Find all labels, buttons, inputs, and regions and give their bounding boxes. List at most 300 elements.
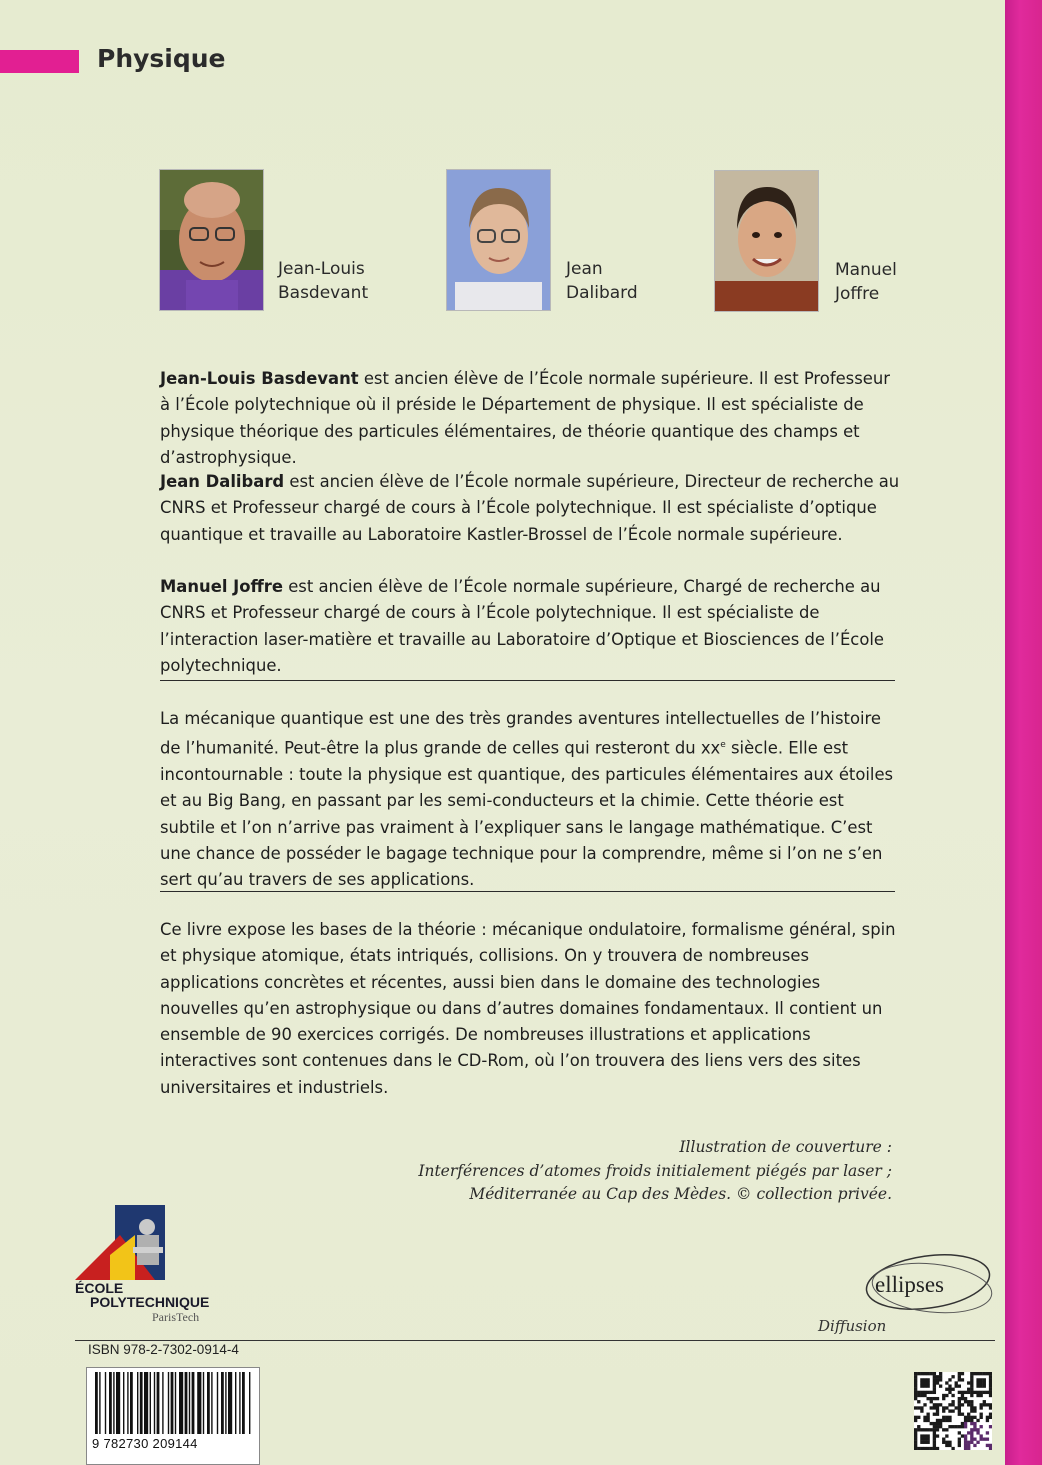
polytechnique-name: ÉCOLE: [75, 1280, 124, 1296]
qr-module: [923, 1391, 926, 1394]
qr-module: [926, 1391, 929, 1394]
qr-module: [970, 1409, 973, 1412]
qr-module: [951, 1375, 954, 1378]
qr-module: [942, 1441, 945, 1444]
qr-module: [964, 1444, 967, 1447]
ellipses-wordmark: ellipses: [875, 1272, 944, 1297]
qr-module: [914, 1397, 917, 1400]
qr-module: [964, 1447, 967, 1450]
qr-module: [926, 1372, 929, 1375]
barcode-bar: [242, 1372, 245, 1434]
qr-module: [945, 1406, 948, 1409]
qr-module: [948, 1409, 951, 1412]
qr-module: [936, 1403, 939, 1406]
qr-module: [936, 1413, 939, 1416]
divider: [160, 891, 895, 892]
qr-module: [967, 1403, 970, 1406]
qr-module: [917, 1416, 920, 1419]
qr-module: [989, 1425, 992, 1428]
qr-module: [980, 1413, 983, 1416]
qr-module: [939, 1419, 942, 1422]
qr-module: [942, 1438, 945, 1441]
superscript: e: [720, 740, 726, 751]
qr-code: [914, 1372, 992, 1450]
qr-module: [967, 1388, 970, 1391]
summary-paragraph: Ce livre expose les bases de la théorie : mécanique ondulatoire, formalisme général, spin et physique atomique, états intriqués, collisions. On y trouvera de nombreuses applications concrètes et récentes, aussi bien dans le domaine des technologies nouvelles qu’en astrophysique ou dans d’autres domaines fondamentaux. Il contient un ensemble de 90 exercices corrigés. De nombreuses illustrations et applications interactives sont contenues dans le CD-Rom, où l’on trouvera des liens vers des sites universitaires et industriels.: [160, 920, 896, 1097]
qr-module: [926, 1413, 929, 1416]
qr-module: [951, 1394, 954, 1397]
qr-module: [914, 1372, 917, 1375]
qr-module: [976, 1419, 979, 1422]
qr-module: [917, 1447, 920, 1450]
author-last-name: Joffre: [835, 284, 880, 304]
barcode-bar: [137, 1372, 138, 1434]
qr-module: [926, 1381, 929, 1384]
barcode-bar: [95, 1372, 98, 1434]
qr-module: [926, 1428, 929, 1431]
cover-illustration-credit: [418, 1136, 892, 1207]
qr-module: [976, 1381, 979, 1384]
qr-module: [980, 1381, 983, 1384]
qr-module: [933, 1413, 936, 1416]
qr-module: [958, 1397, 961, 1400]
qr-module: [964, 1441, 967, 1444]
barcode-bar: [189, 1372, 190, 1434]
qr-module: [920, 1384, 923, 1387]
author-last-name: Dalibard: [566, 283, 638, 303]
qr-module: [973, 1391, 976, 1394]
qr-module: [920, 1409, 923, 1412]
qr-module: [939, 1372, 942, 1375]
barcode-bar: [221, 1372, 224, 1434]
qr-module: [945, 1444, 948, 1447]
qr-module: [942, 1397, 945, 1400]
qr-module: [986, 1403, 989, 1406]
barcode-bar: [192, 1372, 195, 1434]
qr-module: [989, 1388, 992, 1391]
qr-module: [964, 1416, 967, 1419]
qr-module: [948, 1419, 951, 1422]
barcode-bar: [113, 1372, 114, 1434]
qr-module: [923, 1419, 926, 1422]
author-caption-dalibard: [566, 257, 638, 305]
qr-module: [967, 1431, 970, 1434]
bio-name: Jean Dalibard: [160, 472, 285, 491]
qr-module: [914, 1384, 917, 1387]
intro-paragraph: [160, 706, 900, 894]
qr-module: [917, 1428, 920, 1431]
qr-module: [989, 1384, 992, 1387]
qr-module: [970, 1431, 973, 1434]
author-first-name: Manuel: [835, 260, 897, 280]
qr-module: [926, 1447, 929, 1450]
qr-module: [914, 1438, 917, 1441]
qr-module: [958, 1438, 961, 1441]
qr-module: [970, 1384, 973, 1387]
qr-module: [961, 1403, 964, 1406]
qr-module: [983, 1372, 986, 1375]
qr-module: [989, 1403, 992, 1406]
qr-module: [945, 1428, 948, 1431]
barcode-bar: [228, 1372, 232, 1434]
qr-module: [961, 1391, 964, 1394]
qr-module: [948, 1441, 951, 1444]
qr-module: [920, 1428, 923, 1431]
qr-module: [989, 1381, 992, 1384]
qr-module: [989, 1444, 992, 1447]
qr-module: [933, 1403, 936, 1406]
qr-module: [920, 1381, 923, 1384]
qr-module: [923, 1434, 926, 1437]
barcode-bar: [168, 1372, 169, 1434]
qr-module: [958, 1391, 961, 1394]
qr-module: [926, 1441, 929, 1444]
qr-module: [967, 1381, 970, 1384]
barcode-bar: [162, 1372, 163, 1434]
qr-module: [973, 1372, 976, 1375]
qr-module: [989, 1406, 992, 1409]
qr-module: [961, 1434, 964, 1437]
intro-text: siècle. Elle est incontournable : toute la physique est quantique, des particules élémentaires aux étoiles et au Big Bang, en passant par les semi-conducteurs et la chimie. Cette théorie est subtile et l’on n’arrive pas vraiment à l’expliquer sans le langage mathématique. C’est une chance de posséder le bagage technique pour la comprendre, même si l’on ne s’en sert qu’au travers de ses applications.: [160, 738, 894, 890]
magenta-spine: [1005, 0, 1042, 1465]
qr-module: [923, 1416, 926, 1419]
author-caption-joffre: [835, 258, 897, 306]
qr-module: [958, 1409, 961, 1412]
qr-module: [914, 1419, 917, 1422]
qr-module: [986, 1419, 989, 1422]
qr-module: [976, 1428, 979, 1431]
qr-module: [926, 1384, 929, 1387]
qr-module: [980, 1438, 983, 1441]
divider: [75, 1340, 995, 1341]
diffusion-label: Diffusion: [818, 1317, 887, 1335]
bio-joffre: [160, 574, 900, 679]
qr-module: [958, 1375, 961, 1378]
qr-module: [980, 1416, 983, 1419]
qr-module: [964, 1434, 967, 1437]
qr-module: [964, 1425, 967, 1428]
qr-module: [945, 1419, 948, 1422]
qr-module: [955, 1406, 958, 1409]
qr-module: [970, 1428, 973, 1431]
barcode-digits: 9 782730 209144: [92, 1436, 198, 1451]
bio-dalibard: [160, 469, 900, 548]
qr-module: [930, 1428, 933, 1431]
barcode-bars: [87, 1368, 259, 1438]
qr-module: [933, 1406, 936, 1409]
qr-module: [958, 1413, 961, 1416]
author-photo-joffre: [714, 170, 819, 312]
qr-module: [973, 1428, 976, 1431]
qr-module: [964, 1438, 967, 1441]
qr-module: [936, 1422, 939, 1425]
qr-module: [933, 1428, 936, 1431]
qr-module: [914, 1375, 917, 1378]
qr-module: [951, 1425, 954, 1428]
qr-module: [933, 1447, 936, 1450]
qr-module: [989, 1447, 992, 1450]
qr-module: [917, 1394, 920, 1397]
qr-module: [970, 1422, 973, 1425]
qr-module: [917, 1425, 920, 1428]
qr-module: [970, 1406, 973, 1409]
qr-module: [933, 1391, 936, 1394]
qr-module: [958, 1406, 961, 1409]
qr-module: [933, 1375, 936, 1378]
qr-module: [970, 1388, 973, 1391]
section-title: Physique: [97, 44, 226, 73]
barcode-bar: [175, 1372, 176, 1434]
barcode-bar: [140, 1372, 143, 1434]
qr-module: [980, 1406, 983, 1409]
credit-line: Interférences d’atomes froids initialement piégés par laser ;: [418, 1161, 892, 1180]
qr-module: [986, 1438, 989, 1441]
qr-module: [958, 1441, 961, 1444]
qr-module: [983, 1400, 986, 1403]
qr-module: [958, 1384, 961, 1387]
qr-module: [964, 1422, 967, 1425]
paristech-label: ParisTech: [152, 1310, 200, 1324]
qr-module: [923, 1438, 926, 1441]
qr-module: [926, 1438, 929, 1441]
qr-module: [936, 1447, 939, 1450]
qr-module: [967, 1416, 970, 1419]
qr-module: [930, 1372, 933, 1375]
barcode-bar: [144, 1372, 148, 1434]
qr-module: [920, 1447, 923, 1450]
qr-module: [961, 1413, 964, 1416]
qr-module: [973, 1409, 976, 1412]
qr-module: [926, 1378, 929, 1381]
qr-module: [976, 1391, 979, 1394]
qr-module: [914, 1416, 917, 1419]
qr-module: [933, 1378, 936, 1381]
barcode-bar: [197, 1372, 201, 1434]
qr-module: [930, 1447, 933, 1450]
qr-module: [976, 1378, 979, 1381]
qr-module: [936, 1428, 939, 1431]
qr-module: [989, 1416, 992, 1419]
qr-module: [967, 1419, 970, 1422]
qr-module: [980, 1384, 983, 1387]
qr-module: [986, 1416, 989, 1419]
qr-module: [958, 1431, 961, 1434]
qr-module: [914, 1447, 917, 1450]
qr-module: [980, 1394, 983, 1397]
qr-module: [923, 1428, 926, 1431]
qr-module: [933, 1422, 936, 1425]
qr-module: [964, 1400, 967, 1403]
qr-module: [948, 1425, 951, 1428]
qr-module: [936, 1434, 939, 1437]
qr-module: [983, 1378, 986, 1381]
qr-module: [936, 1419, 939, 1422]
qr-module: [989, 1372, 992, 1375]
qr-module: [961, 1422, 964, 1425]
qr-module: [951, 1388, 954, 1391]
qr-module: [958, 1378, 961, 1381]
qr-module: [933, 1444, 936, 1447]
barcode-bar: [157, 1372, 160, 1434]
qr-module: [914, 1444, 917, 1447]
qr-module: [936, 1406, 939, 1409]
qr-module: [930, 1400, 933, 1403]
qr-module: [945, 1441, 948, 1444]
qr-module: [980, 1434, 983, 1437]
qr-module: [920, 1434, 923, 1437]
barcode-bar: [249, 1372, 250, 1434]
qr-module: [914, 1441, 917, 1444]
qr-module: [942, 1416, 945, 1419]
barcode-bar: [235, 1372, 236, 1434]
qr-module: [980, 1403, 983, 1406]
qr-module: [914, 1434, 917, 1437]
barcode-bar: [185, 1372, 188, 1434]
qr-module: [967, 1413, 970, 1416]
qr-module: [917, 1406, 920, 1409]
barcode-bar: [150, 1372, 151, 1434]
qr-module: [920, 1406, 923, 1409]
qr-module: [976, 1372, 979, 1375]
qr-module: [961, 1378, 964, 1381]
qr-module: [920, 1372, 923, 1375]
qr-module: [914, 1378, 917, 1381]
qr-module: [970, 1394, 973, 1397]
credit-line: Méditerranée au Cap des Mèdes. © collection privée.: [469, 1185, 892, 1203]
qr-module: [951, 1400, 954, 1403]
qr-module: [923, 1378, 926, 1381]
qr-module: [973, 1438, 976, 1441]
qr-module: [970, 1391, 973, 1394]
author-first-name: Jean: [566, 259, 603, 279]
qr-module: [923, 1384, 926, 1387]
author-last-name: Basdevant: [278, 283, 369, 303]
qr-module: [980, 1425, 983, 1428]
qr-module: [983, 1391, 986, 1394]
qr-module: [923, 1403, 926, 1406]
qr-module: [970, 1400, 973, 1403]
bio-text: est ancien élève de l’École normale supérieure, Directeur de recherche au CNRS et Professeur chargé de cours à l’École polytechnique. Il est spécialiste d’optique quantique et travaille au Laboratoire Kastler-Brossel de l’École normale supérieure.: [160, 472, 900, 544]
qr-module: [917, 1372, 920, 1375]
author-photo-dalibard: [446, 169, 551, 311]
qr-module: [980, 1378, 983, 1381]
qr-module: [930, 1397, 933, 1400]
qr-module: [920, 1441, 923, 1444]
qr-module: [920, 1391, 923, 1394]
barcode-bar: [203, 1372, 204, 1434]
qr-module: [945, 1381, 948, 1384]
credit-line: Illustration de couverture :: [679, 1138, 892, 1156]
qr-module: [986, 1444, 989, 1447]
barcode-bar: [179, 1372, 183, 1434]
qr-module: [967, 1444, 970, 1447]
divider: [160, 680, 895, 681]
qr-module: [948, 1403, 951, 1406]
qr-module: [939, 1403, 942, 1406]
qr-module: [942, 1419, 945, 1422]
qr-module: [970, 1419, 973, 1422]
qr-module: [926, 1397, 929, 1400]
qr-module: [955, 1425, 958, 1428]
qr-module: [958, 1403, 961, 1406]
qr-module: [989, 1378, 992, 1381]
bio-text: est ancien élève de l’École normale supérieure, Chargé de recherche au CNRS et Professeur chargé de cours à l’École polytechnique. Il est spécialiste de l’interaction laser-matière et travaille au Laboratoire d’Optique et Biosciences de l’École polytechnique.: [160, 577, 884, 675]
qr-module: [939, 1425, 942, 1428]
barcode-bar: [130, 1372, 133, 1434]
qr-module: [970, 1403, 973, 1406]
barcode-bar: [99, 1372, 100, 1434]
qr-module: [936, 1375, 939, 1378]
qr-module: [967, 1400, 970, 1403]
qr-module: [973, 1444, 976, 1447]
qr-module: [923, 1381, 926, 1384]
qr-module: [989, 1391, 992, 1394]
qr-module: [980, 1372, 983, 1375]
qr-module: [914, 1428, 917, 1431]
qr-module: [967, 1391, 970, 1394]
barcode-bar: [123, 1372, 124, 1434]
qr-module: [983, 1384, 986, 1387]
qr-module: [933, 1425, 936, 1428]
qr-module: [964, 1397, 967, 1400]
qr-module: [930, 1391, 933, 1394]
qr-module: [917, 1400, 920, 1403]
qr-module: [973, 1425, 976, 1428]
qr-module: [976, 1441, 979, 1444]
qr-module: [973, 1422, 976, 1425]
qr-module: [967, 1447, 970, 1450]
qr-module: [948, 1416, 951, 1419]
qr-module: [961, 1394, 964, 1397]
qr-module: [958, 1444, 961, 1447]
bio-name: Jean-Louis Basdevant: [160, 369, 359, 388]
barcode-bar: [239, 1372, 240, 1434]
qr-module: [920, 1378, 923, 1381]
author-caption-basdevant: [278, 257, 368, 305]
qr-module: [967, 1441, 970, 1444]
qr-module: [970, 1375, 973, 1378]
qr-module: [955, 1384, 958, 1387]
qr-module: [914, 1388, 917, 1391]
qr-module: [986, 1372, 989, 1375]
qr-module: [961, 1397, 964, 1400]
author-first-name: Jean-Louis: [278, 259, 365, 279]
barcode-bar: [116, 1372, 120, 1434]
qr-module: [926, 1416, 929, 1419]
qr-module: [948, 1444, 951, 1447]
qr-module: [958, 1400, 961, 1403]
qr-module: [930, 1422, 933, 1425]
qr-module: [983, 1381, 986, 1384]
qr-module: [973, 1406, 976, 1409]
bio-text: est ancien élève de l’École normale supérieure. Il est Professeur à l’École polytechnique où il préside le Département de physique. Il est spécialiste de physique théorique des particules élémentaires, de théorie quantique des champs et d’astrophysique.: [160, 369, 890, 467]
qr-module: [948, 1378, 951, 1381]
qr-module: [936, 1425, 939, 1428]
qr-module: [930, 1406, 933, 1409]
qr-module: [964, 1391, 967, 1394]
qr-module: [970, 1378, 973, 1381]
qr-module: [986, 1431, 989, 1434]
qr-module: [970, 1381, 973, 1384]
qr-module: [945, 1388, 948, 1391]
qr-module: [920, 1394, 923, 1397]
qr-module: [923, 1441, 926, 1444]
qr-module: [914, 1391, 917, 1394]
qr-module: [939, 1422, 942, 1425]
qr-module: [923, 1372, 926, 1375]
qr-module: [958, 1372, 961, 1375]
qr-module: [936, 1397, 939, 1400]
